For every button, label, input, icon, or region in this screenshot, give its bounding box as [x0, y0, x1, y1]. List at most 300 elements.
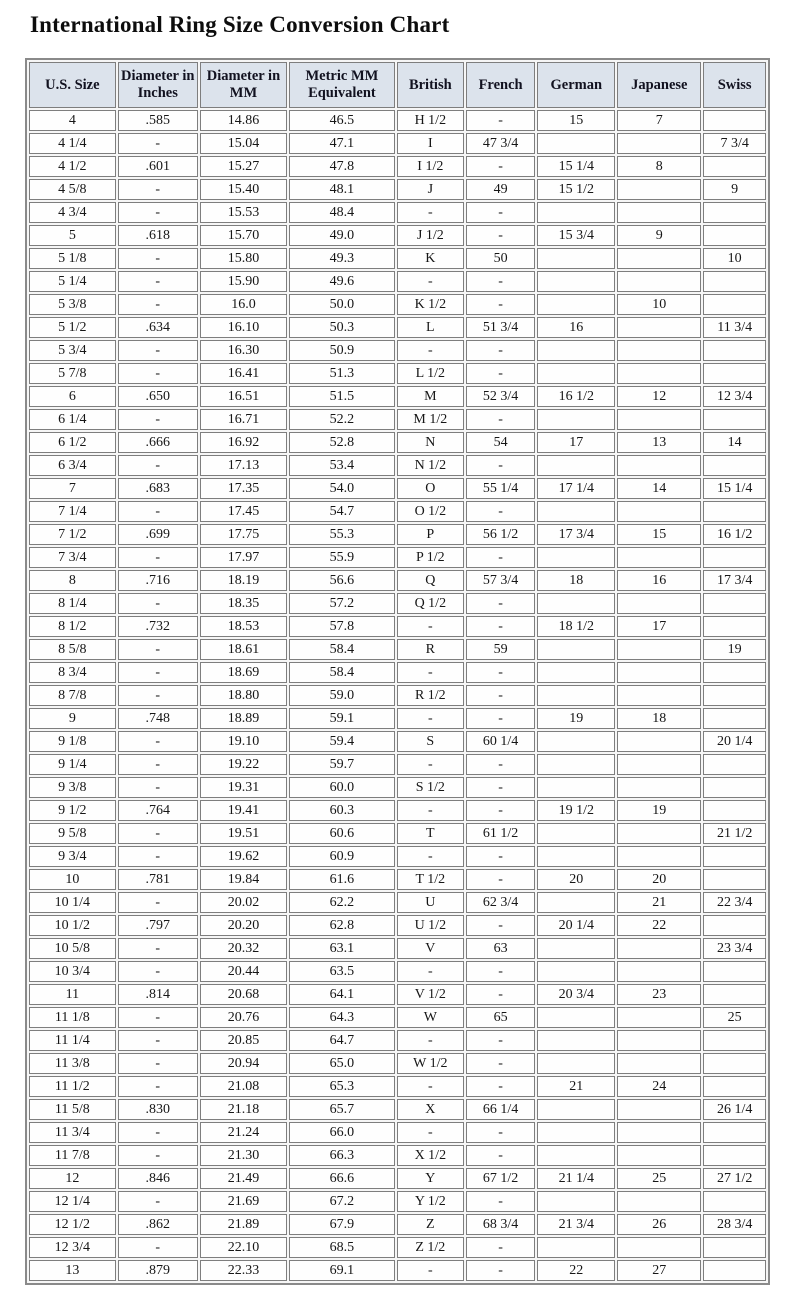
table-cell: -: [397, 1260, 464, 1281]
table-cell: 10: [703, 248, 766, 269]
table-cell: 19.62: [200, 846, 287, 867]
table-cell: 21.08: [200, 1076, 287, 1097]
table-cell: 54.7: [289, 501, 395, 522]
table-cell: -: [466, 1237, 535, 1258]
table-cell: [617, 1007, 701, 1028]
table-cell: 11 3/4: [29, 1122, 116, 1143]
table-cell: 15 1/2: [537, 179, 615, 200]
table-cell: 59.4: [289, 731, 395, 752]
table-cell: 15.53: [200, 202, 287, 223]
table-cell: P: [397, 524, 464, 545]
table-cell: -: [397, 961, 464, 982]
table-cell: [537, 754, 615, 775]
table-cell: [537, 823, 615, 844]
table-cell: -: [397, 1076, 464, 1097]
table-row: [29, 1007, 766, 1028]
table-cell: [703, 593, 766, 614]
table-row: [29, 179, 766, 200]
table-cell: 23 3/4: [703, 938, 766, 959]
table-cell: 18.69: [200, 662, 287, 683]
table-row: [29, 110, 766, 131]
table-cell: 16.30: [200, 340, 287, 361]
table-cell: 15.70: [200, 225, 287, 246]
table-cell: 17.97: [200, 547, 287, 568]
table-cell: -: [118, 133, 198, 154]
table-cell: 53.4: [289, 455, 395, 476]
table-cell: 9: [617, 225, 701, 246]
table-cell: 65.3: [289, 1076, 395, 1097]
table-cell: -: [466, 110, 535, 131]
table-cell: .748: [118, 708, 198, 729]
table-cell: .716: [118, 570, 198, 591]
table-cell: 18.89: [200, 708, 287, 729]
table-cell: 7: [29, 478, 116, 499]
table-cell: 67.2: [289, 1191, 395, 1212]
table-cell: -: [466, 915, 535, 936]
table-cell: 20 1/4: [703, 731, 766, 752]
table-cell: -: [397, 202, 464, 223]
table-cell: V 1/2: [397, 984, 464, 1005]
table-cell: 27 1/2: [703, 1168, 766, 1189]
table-cell: 64.7: [289, 1030, 395, 1051]
table-cell: 54.0: [289, 478, 395, 499]
table-cell: 16.92: [200, 432, 287, 453]
table-cell: [703, 1145, 766, 1166]
table-cell: -: [466, 1030, 535, 1051]
table-cell: [617, 1053, 701, 1074]
column-header: British: [397, 62, 464, 108]
table-cell: 50: [466, 248, 535, 269]
table-cell: -: [466, 754, 535, 775]
table-cell: -: [466, 961, 535, 982]
table-cell: [703, 409, 766, 430]
table-cell: [537, 501, 615, 522]
table-cell: 10 1/2: [29, 915, 116, 936]
table-cell: .879: [118, 1260, 198, 1281]
table-cell: -: [118, 1122, 198, 1143]
table-cell: [703, 1260, 766, 1281]
table-cell: 69.1: [289, 1260, 395, 1281]
table-cell: -: [118, 409, 198, 430]
table-cell: U: [397, 892, 464, 913]
column-header: German: [537, 62, 615, 108]
table-cell: [537, 1191, 615, 1212]
table-cell: [703, 202, 766, 223]
table-cell: 55.9: [289, 547, 395, 568]
table-cell: [617, 961, 701, 982]
table-cell: J 1/2: [397, 225, 464, 246]
column-header: Diameter in MM: [200, 62, 287, 108]
table-cell: [703, 110, 766, 131]
table-cell: 63.5: [289, 961, 395, 982]
column-header: Japanese: [617, 62, 701, 108]
table-cell: 8 5/8: [29, 639, 116, 660]
table-cell: 12: [29, 1168, 116, 1189]
table-cell: 68 3/4: [466, 1214, 535, 1235]
table-cell: 4: [29, 110, 116, 131]
table-row: [29, 662, 766, 683]
table-cell: -: [397, 662, 464, 683]
table-cell: 14: [703, 432, 766, 453]
table-cell: 57.2: [289, 593, 395, 614]
table-cell: -: [118, 777, 198, 798]
table-cell: 62.2: [289, 892, 395, 913]
table-cell: 9 5/8: [29, 823, 116, 844]
table-cell: 18.35: [200, 593, 287, 614]
table-cell: 60 1/4: [466, 731, 535, 752]
table-cell: [617, 133, 701, 154]
table-cell: 16: [617, 570, 701, 591]
table-cell: 61.6: [289, 869, 395, 890]
table-cell: [537, 961, 615, 982]
table-cell: 11 3/8: [29, 1053, 116, 1074]
table-cell: [703, 271, 766, 292]
table-cell: -: [466, 708, 535, 729]
table-cell: O 1/2: [397, 501, 464, 522]
table-cell: .862: [118, 1214, 198, 1235]
table-cell: [617, 846, 701, 867]
table-cell: [537, 1237, 615, 1258]
table-cell: 13: [617, 432, 701, 453]
table-cell: [537, 271, 615, 292]
table-cell: 11 1/2: [29, 1076, 116, 1097]
table-cell: .846: [118, 1168, 198, 1189]
table-cell: 60.0: [289, 777, 395, 798]
table-cell: 5 7/8: [29, 363, 116, 384]
table-cell: -: [466, 363, 535, 384]
table-row: [29, 1237, 766, 1258]
table-cell: [537, 363, 615, 384]
table-cell: 55 1/4: [466, 478, 535, 499]
table-cell: 13: [29, 1260, 116, 1281]
table-cell: 7 3/4: [29, 547, 116, 568]
table-cell: -: [397, 1030, 464, 1051]
table-cell: -: [397, 754, 464, 775]
table-cell: 54: [466, 432, 535, 453]
table-cell: [617, 455, 701, 476]
table-cell: [617, 179, 701, 200]
table-row: [29, 938, 766, 959]
table-cell: 22 3/4: [703, 892, 766, 913]
table-cell: [617, 593, 701, 614]
table-cell: [617, 340, 701, 361]
table-cell: 16: [537, 317, 615, 338]
table-cell: 11 3/4: [703, 317, 766, 338]
table-cell: 20.32: [200, 938, 287, 959]
table-cell: -: [118, 685, 198, 706]
table-cell: .618: [118, 225, 198, 246]
table-cell: 6: [29, 386, 116, 407]
table-cell: 66 1/4: [466, 1099, 535, 1120]
table-cell: 17.35: [200, 478, 287, 499]
table-cell: 18 1/2: [537, 616, 615, 637]
table-cell: 19: [703, 639, 766, 660]
table-cell: 7 1/4: [29, 501, 116, 522]
table-cell: 19.10: [200, 731, 287, 752]
table-cell: 19.22: [200, 754, 287, 775]
table-row: [29, 202, 766, 223]
table-cell: 12 3/4: [703, 386, 766, 407]
table-cell: -: [466, 501, 535, 522]
table-cell: Y: [397, 1168, 464, 1189]
table-cell: 20.20: [200, 915, 287, 936]
table-cell: .732: [118, 616, 198, 637]
table-cell: -: [466, 593, 535, 614]
table-cell: -: [118, 662, 198, 683]
table-cell: -: [118, 1053, 198, 1074]
table-cell: [537, 1145, 615, 1166]
table-cell: -: [397, 708, 464, 729]
table-row: [29, 1191, 766, 1212]
table-cell: 23: [617, 984, 701, 1005]
table-cell: 25: [703, 1007, 766, 1028]
table-cell: 20 3/4: [537, 984, 615, 1005]
table-cell: 10: [617, 294, 701, 315]
table-cell: 66.6: [289, 1168, 395, 1189]
table-cell: T: [397, 823, 464, 844]
table-cell: [537, 938, 615, 959]
table-cell: -: [466, 202, 535, 223]
table-cell: 22: [537, 1260, 615, 1281]
table-cell: 48.4: [289, 202, 395, 223]
table-cell: [537, 892, 615, 913]
table-cell: 7: [617, 110, 701, 131]
table-cell: Q 1/2: [397, 593, 464, 614]
table-cell: [617, 202, 701, 223]
column-header: French: [466, 62, 535, 108]
table-cell: [617, 685, 701, 706]
table-cell: 27: [617, 1260, 701, 1281]
table-cell: 67.9: [289, 1214, 395, 1235]
table-cell: 20 1/4: [537, 915, 615, 936]
table-cell: [617, 409, 701, 430]
table-cell: Z: [397, 1214, 464, 1235]
table-cell: 10: [29, 869, 116, 890]
table-cell: 22.10: [200, 1237, 287, 1258]
table-cell: S 1/2: [397, 777, 464, 798]
table-cell: -: [118, 593, 198, 614]
table-cell: 55.3: [289, 524, 395, 545]
table-cell: H 1/2: [397, 110, 464, 131]
table-cell: [617, 1122, 701, 1143]
table-cell: 17: [537, 432, 615, 453]
table-cell: [617, 248, 701, 269]
table-cell: I: [397, 133, 464, 154]
table-cell: 51 3/4: [466, 317, 535, 338]
table-cell: 15 3/4: [537, 225, 615, 246]
table-cell: [617, 547, 701, 568]
table-cell: .797: [118, 915, 198, 936]
table-cell: [617, 823, 701, 844]
table-row: [29, 616, 766, 637]
table-cell: 62 3/4: [466, 892, 535, 913]
table-row: [29, 547, 766, 568]
table-cell: 4 1/4: [29, 133, 116, 154]
table-cell: -: [118, 823, 198, 844]
table-cell: 5: [29, 225, 116, 246]
table-cell: [703, 225, 766, 246]
table-cell: 52.2: [289, 409, 395, 430]
table-cell: [617, 1237, 701, 1258]
table-cell: K 1/2: [397, 294, 464, 315]
table-cell: .666: [118, 432, 198, 453]
table-cell: [703, 961, 766, 982]
table-cell: 20.85: [200, 1030, 287, 1051]
table-cell: [703, 1030, 766, 1051]
table-cell: 62.8: [289, 915, 395, 936]
table-cell: 9 3/8: [29, 777, 116, 798]
table-cell: N: [397, 432, 464, 453]
column-header: Swiss: [703, 62, 766, 108]
table-cell: 7 1/2: [29, 524, 116, 545]
table-cell: R: [397, 639, 464, 660]
table-cell: 16.71: [200, 409, 287, 430]
table-cell: -: [118, 846, 198, 867]
table-cell: [703, 363, 766, 384]
table-cell: [703, 662, 766, 683]
table-cell: 49.0: [289, 225, 395, 246]
table-cell: -: [466, 547, 535, 568]
table-cell: O: [397, 478, 464, 499]
table-cell: -: [397, 1122, 464, 1143]
table-cell: 64.3: [289, 1007, 395, 1028]
table-cell: -: [118, 179, 198, 200]
table-cell: [537, 662, 615, 683]
table-cell: -: [118, 547, 198, 568]
table-cell: -: [118, 1007, 198, 1028]
table-cell: [617, 317, 701, 338]
table-cell: 5 1/2: [29, 317, 116, 338]
table-row: [29, 639, 766, 660]
table-cell: 21.24: [200, 1122, 287, 1143]
table-cell: 16 1/2: [703, 524, 766, 545]
table-cell: 19.84: [200, 869, 287, 890]
table-cell: 21 1/2: [703, 823, 766, 844]
table-cell: -: [118, 202, 198, 223]
table-cell: 18.53: [200, 616, 287, 637]
table-cell: 12 3/4: [29, 1237, 116, 1258]
table-cell: 26: [617, 1214, 701, 1235]
column-header: U.S. Size: [29, 62, 116, 108]
column-header: Metric MM Equivalent: [289, 62, 395, 108]
table-cell: 17: [617, 616, 701, 637]
table-cell: -: [466, 156, 535, 177]
table-row: [29, 1030, 766, 1051]
table-cell: -: [118, 1030, 198, 1051]
table-cell: [703, 708, 766, 729]
table-cell: [703, 915, 766, 936]
table-row: [29, 386, 766, 407]
table-cell: [537, 1007, 615, 1028]
table-cell: 66.3: [289, 1145, 395, 1166]
table-row: [29, 846, 766, 867]
table-cell: 15.04: [200, 133, 287, 154]
table-cell: .764: [118, 800, 198, 821]
table-row: [29, 685, 766, 706]
table-cell: 16.51: [200, 386, 287, 407]
table-cell: 17.75: [200, 524, 287, 545]
table-cell: [703, 777, 766, 798]
table-cell: 12 1/2: [29, 1214, 116, 1235]
table-cell: [617, 271, 701, 292]
table-row: [29, 777, 766, 798]
table-cell: 11: [29, 984, 116, 1005]
table-cell: -: [118, 961, 198, 982]
table-cell: 4 5/8: [29, 179, 116, 200]
table-cell: -: [466, 271, 535, 292]
table-cell: .699: [118, 524, 198, 545]
table-cell: Q: [397, 570, 464, 591]
table-cell: -: [466, 662, 535, 683]
table-cell: 15: [617, 524, 701, 545]
table-cell: 18: [537, 570, 615, 591]
table-cell: 63.1: [289, 938, 395, 959]
table-cell: -: [466, 455, 535, 476]
table-row: [29, 1053, 766, 1074]
table-cell: 59.0: [289, 685, 395, 706]
table-cell: 61 1/2: [466, 823, 535, 844]
table-cell: 9 1/2: [29, 800, 116, 821]
table-cell: -: [466, 1191, 535, 1212]
ring-size-conversion-table: [25, 58, 770, 1285]
table-cell: 4 1/2: [29, 156, 116, 177]
table-cell: W: [397, 1007, 464, 1028]
table-cell: -: [466, 846, 535, 867]
table-cell: Z 1/2: [397, 1237, 464, 1258]
table-cell: -: [397, 271, 464, 292]
table-cell: -: [466, 1053, 535, 1074]
table-row: [29, 984, 766, 1005]
table-cell: P 1/2: [397, 547, 464, 568]
table-cell: -: [466, 685, 535, 706]
table-cell: 58.4: [289, 662, 395, 683]
table-cell: X 1/2: [397, 1145, 464, 1166]
table-cell: [537, 777, 615, 798]
table-cell: 49: [466, 179, 535, 200]
table-row: [29, 731, 766, 752]
table-cell: [703, 1237, 766, 1258]
table-cell: 5 1/4: [29, 271, 116, 292]
table-cell: -: [118, 501, 198, 522]
table-cell: -: [397, 340, 464, 361]
table-cell: 9: [703, 179, 766, 200]
table-cell: 4 3/4: [29, 202, 116, 223]
table-cell: [537, 547, 615, 568]
table-cell: [703, 685, 766, 706]
table-row: [29, 593, 766, 614]
table-cell: 17 3/4: [537, 524, 615, 545]
table-cell: 56.6: [289, 570, 395, 591]
table-cell: J: [397, 179, 464, 200]
table-cell: 50.9: [289, 340, 395, 361]
table-cell: T 1/2: [397, 869, 464, 890]
table-cell: -: [118, 248, 198, 269]
table-cell: 21.69: [200, 1191, 287, 1212]
table-cell: -: [118, 294, 198, 315]
table-cell: 7 3/4: [703, 133, 766, 154]
table-header: [29, 62, 766, 108]
table-cell: 24: [617, 1076, 701, 1097]
table-cell: [703, 501, 766, 522]
table-cell: [537, 731, 615, 752]
table-cell: -: [466, 1122, 535, 1143]
table-cell: 9: [29, 708, 116, 729]
table-cell: 20.44: [200, 961, 287, 982]
table-cell: 67 1/2: [466, 1168, 535, 1189]
table-row: [29, 340, 766, 361]
table-row: [29, 363, 766, 384]
table-cell: 19.41: [200, 800, 287, 821]
